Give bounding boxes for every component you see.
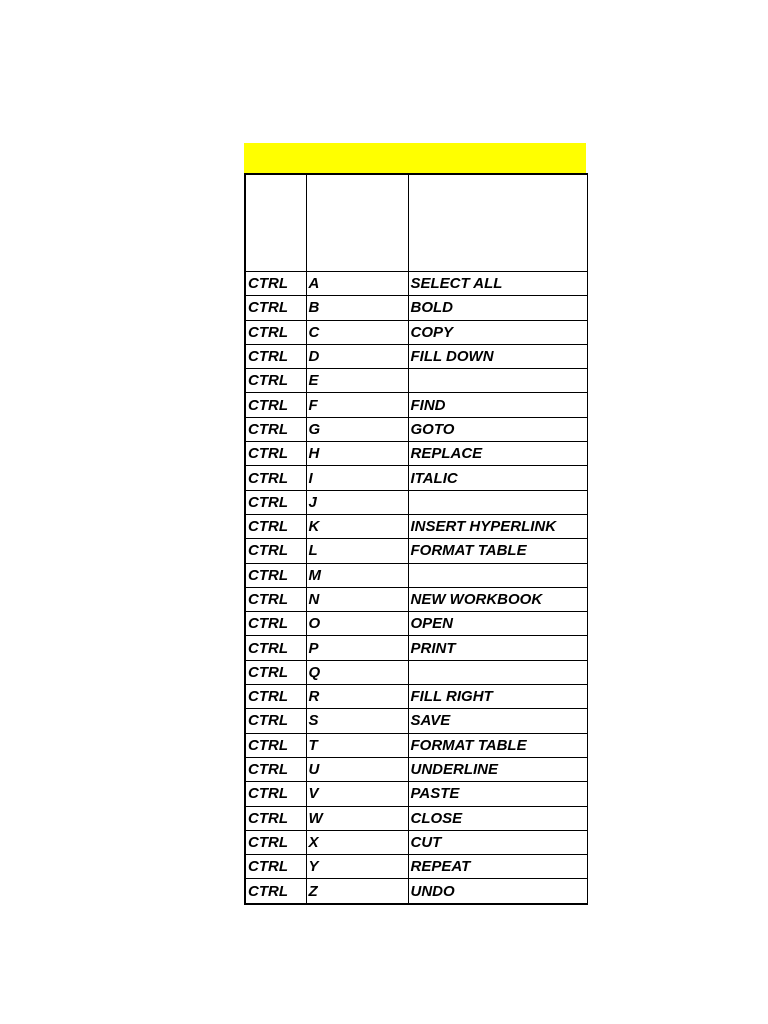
key-cell[interactable]: F <box>306 393 408 417</box>
table-row <box>245 296 587 320</box>
modifier-cell[interactable]: CTRL <box>245 733 306 757</box>
action-cell[interactable]: FILL DOWN <box>408 344 587 368</box>
action-cell[interactable]: UNDO <box>408 879 587 904</box>
modifier-cell[interactable]: CTRL <box>245 612 306 636</box>
modifier-cell[interactable]: CTRL <box>245 806 306 830</box>
key-cell[interactable]: Y <box>306 855 408 879</box>
table-row <box>245 806 587 830</box>
key-cell[interactable]: X <box>306 830 408 854</box>
key-cell[interactable]: C <box>306 320 408 344</box>
table-row <box>245 442 587 466</box>
key-cell[interactable]: A <box>306 272 408 296</box>
table-row <box>245 830 587 854</box>
table-row <box>245 272 587 296</box>
header-cell-action[interactable] <box>408 174 587 272</box>
table-row <box>245 636 587 660</box>
action-cell[interactable]: INSERT HYPERLINK <box>408 514 587 538</box>
key-cell[interactable]: E <box>306 369 408 393</box>
key-cell[interactable]: M <box>306 563 408 587</box>
key-cell[interactable]: D <box>306 344 408 368</box>
action-cell[interactable] <box>408 563 587 587</box>
action-cell[interactable]: BOLD <box>408 296 587 320</box>
table-row <box>245 344 587 368</box>
key-cell[interactable]: Z <box>306 879 408 904</box>
table-row <box>245 612 587 636</box>
modifier-cell[interactable]: CTRL <box>245 709 306 733</box>
table-row <box>245 782 587 806</box>
table-row <box>245 879 587 904</box>
header-cell-key[interactable] <box>306 174 408 272</box>
action-cell[interactable]: NEW WORKBOOK <box>408 587 587 611</box>
action-cell[interactable]: CLOSE <box>408 806 587 830</box>
key-cell[interactable]: P <box>306 636 408 660</box>
modifier-cell[interactable]: CTRL <box>245 466 306 490</box>
table-row <box>245 320 587 344</box>
modifier-cell[interactable]: CTRL <box>245 757 306 781</box>
key-cell[interactable]: S <box>306 709 408 733</box>
key-cell[interactable]: L <box>306 539 408 563</box>
action-cell[interactable]: UNDERLINE <box>408 757 587 781</box>
action-cell[interactable]: OPEN <box>408 612 587 636</box>
modifier-cell[interactable]: CTRL <box>245 490 306 514</box>
table-row <box>245 466 587 490</box>
shortcut-table <box>244 173 588 905</box>
action-cell[interactable]: REPEAT <box>408 855 587 879</box>
action-cell[interactable]: SELECT ALL <box>408 272 587 296</box>
modifier-cell[interactable]: CTRL <box>245 272 306 296</box>
action-cell[interactable]: PRINT <box>408 636 587 660</box>
key-cell[interactable]: N <box>306 587 408 611</box>
table-row <box>245 393 587 417</box>
yellow-header-band <box>244 143 586 173</box>
modifier-cell[interactable]: CTRL <box>245 587 306 611</box>
header-cell-modifier[interactable] <box>245 174 306 272</box>
action-cell[interactable]: ITALIC <box>408 466 587 490</box>
key-cell[interactable]: T <box>306 733 408 757</box>
table-row <box>245 757 587 781</box>
action-cell[interactable]: REPLACE <box>408 442 587 466</box>
modifier-cell[interactable]: CTRL <box>245 514 306 538</box>
action-cell[interactable]: GOTO <box>408 417 587 441</box>
table-row <box>245 369 587 393</box>
action-cell[interactable]: FORMAT TABLE <box>408 733 587 757</box>
table-row <box>245 660 587 684</box>
table-row <box>245 539 587 563</box>
modifier-cell[interactable]: CTRL <box>245 782 306 806</box>
key-cell[interactable]: O <box>306 612 408 636</box>
modifier-cell[interactable]: CTRL <box>245 320 306 344</box>
action-cell[interactable] <box>408 660 587 684</box>
modifier-cell[interactable]: CTRL <box>245 393 306 417</box>
key-cell[interactable]: W <box>306 806 408 830</box>
key-cell[interactable]: I <box>306 466 408 490</box>
key-cell[interactable]: K <box>306 514 408 538</box>
action-cell[interactable]: FORMAT TABLE <box>408 539 587 563</box>
modifier-cell[interactable]: CTRL <box>245 296 306 320</box>
key-cell[interactable]: G <box>306 417 408 441</box>
modifier-cell[interactable]: CTRL <box>245 855 306 879</box>
key-cell[interactable]: U <box>306 757 408 781</box>
modifier-cell[interactable]: CTRL <box>245 563 306 587</box>
table-row <box>245 685 587 709</box>
key-cell[interactable]: V <box>306 782 408 806</box>
modifier-cell[interactable]: CTRL <box>245 660 306 684</box>
action-cell[interactable]: FILL RIGHT <box>408 685 587 709</box>
action-cell[interactable]: FIND <box>408 393 587 417</box>
modifier-cell[interactable]: CTRL <box>245 636 306 660</box>
action-cell[interactable]: SAVE <box>408 709 587 733</box>
table-row <box>245 417 587 441</box>
table-row <box>245 514 587 538</box>
empty-header-row <box>245 174 587 272</box>
action-cell[interactable] <box>408 369 587 393</box>
key-cell[interactable]: H <box>306 442 408 466</box>
action-cell[interactable]: PASTE <box>408 782 587 806</box>
modifier-cell[interactable]: CTRL <box>245 539 306 563</box>
key-cell[interactable]: J <box>306 490 408 514</box>
modifier-cell[interactable]: CTRL <box>245 830 306 854</box>
action-cell[interactable] <box>408 490 587 514</box>
table-row <box>245 563 587 587</box>
key-cell[interactable]: B <box>306 296 408 320</box>
action-cell[interactable]: CUT <box>408 830 587 854</box>
modifier-cell[interactable]: CTRL <box>245 417 306 441</box>
table-row <box>245 587 587 611</box>
table-row <box>245 709 587 733</box>
table-row <box>245 855 587 879</box>
action-cell[interactable]: COPY <box>408 320 587 344</box>
modifier-cell[interactable]: CTRL <box>245 879 306 904</box>
modifier-cell[interactable]: CTRL <box>245 685 306 709</box>
table-row <box>245 733 587 757</box>
modifier-cell[interactable]: CTRL <box>245 344 306 368</box>
modifier-cell[interactable]: CTRL <box>245 442 306 466</box>
table-row <box>245 490 587 514</box>
modifier-cell[interactable]: CTRL <box>245 369 306 393</box>
key-cell[interactable]: R <box>306 685 408 709</box>
shortcut-table-body <box>245 174 587 904</box>
key-cell[interactable]: Q <box>306 660 408 684</box>
